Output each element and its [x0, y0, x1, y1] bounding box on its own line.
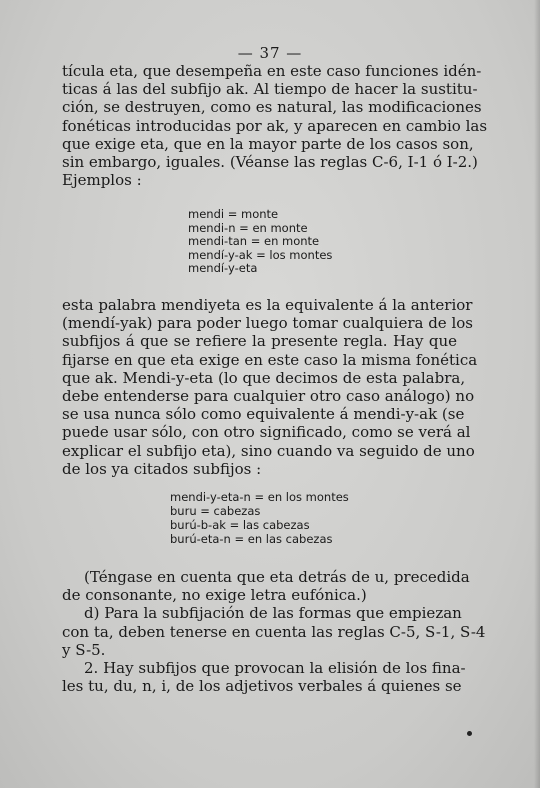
paragraph-1 [62, 62, 488, 190]
text-line: de los ya citados subfijos : [62, 459, 262, 478]
text-line: y S-5. [62, 640, 106, 659]
page-edge-shadow [534, 0, 540, 788]
text-line: Ejemplos : [62, 171, 142, 190]
text-line: explicar el subfijo eta), sino cuando va seguido de uno [62, 441, 475, 460]
text-line: se usa nunca sólo como equivalente á mendi-y-ak (se [62, 405, 465, 424]
example-line: mendí-y-ak = los montes [188, 247, 333, 262]
examples-list-2 [170, 490, 349, 546]
text-line: d) Para la subfijación de las formas que empiezan [84, 604, 462, 623]
example-line: buru = cabezas [170, 504, 261, 518]
text-line: (mendí-yak) para poder luego tomar cualquiera de los [62, 314, 473, 333]
text-line: debe entenderse para cualquier otro caso análogo) no [62, 386, 475, 405]
text-line: esta palabra mendiyeta es la equivalente á la anterior [62, 296, 473, 314]
paragraph-3 [62, 568, 486, 696]
example-line: mendi-n = en monte [188, 220, 308, 235]
text-line: sin embargo, iguales. (Véanse las reglas C-6, I-1 ó I-2.) [62, 152, 478, 171]
text-line: con ta, deben tenerse en cuenta las reglas C-5, S-1, S-4 [62, 622, 486, 641]
text-line: de consonante, no exige letra eufónica.) [62, 586, 367, 605]
example-line: mendi = monte [188, 207, 279, 221]
text-line: les tu, du, n, i, de los adjetivos verbales á quienes se [62, 677, 462, 696]
text-line: que exige eta, que en la mayor parte de los casos son, [62, 134, 474, 153]
paragraph-2 [62, 296, 478, 478]
example-line: mendí-y-eta [188, 261, 258, 275]
text-line: ticas á las del subfijo ak. Al tiempo de hacer la sustitu- [62, 80, 478, 99]
text-line: fonéticas introducidas por ak, y aparecen en cambio las [62, 116, 488, 135]
example-line: mendi-y-eta-n = en los montes [170, 490, 349, 504]
text-line: 2. Hay subfijos que provocan la elisión de los fina- [84, 658, 466, 677]
example-line: mendi-tan = en monte [188, 234, 320, 248]
ink-dot [467, 731, 472, 736]
text-line: subfijos á que se refiere la presente regla. Hay que [62, 332, 457, 351]
example-line: burú-b-ak = las cabezas [170, 518, 310, 532]
text-line: fijarse en que eta exige en este caso la misma fonética [62, 350, 478, 369]
text-line: tícula eta, que desempeña en este caso funciones idén- [62, 62, 482, 80]
example-line: burú-eta-n = en las cabezas [170, 532, 333, 546]
text-line: ción, se destruyen, como es natural, las modificaciones [62, 98, 482, 117]
page-number: — 37 — [237, 44, 303, 62]
text-line: puede usar sólo, con otro significado, como se verá al [62, 423, 471, 442]
text-line: (Téngase en cuenta que eta detrás de u, precedida [84, 568, 470, 586]
examples-list-1 [188, 208, 332, 276]
text-line: que ak. Mendi-y-eta (lo que decimos de esta palabra, [62, 368, 466, 387]
